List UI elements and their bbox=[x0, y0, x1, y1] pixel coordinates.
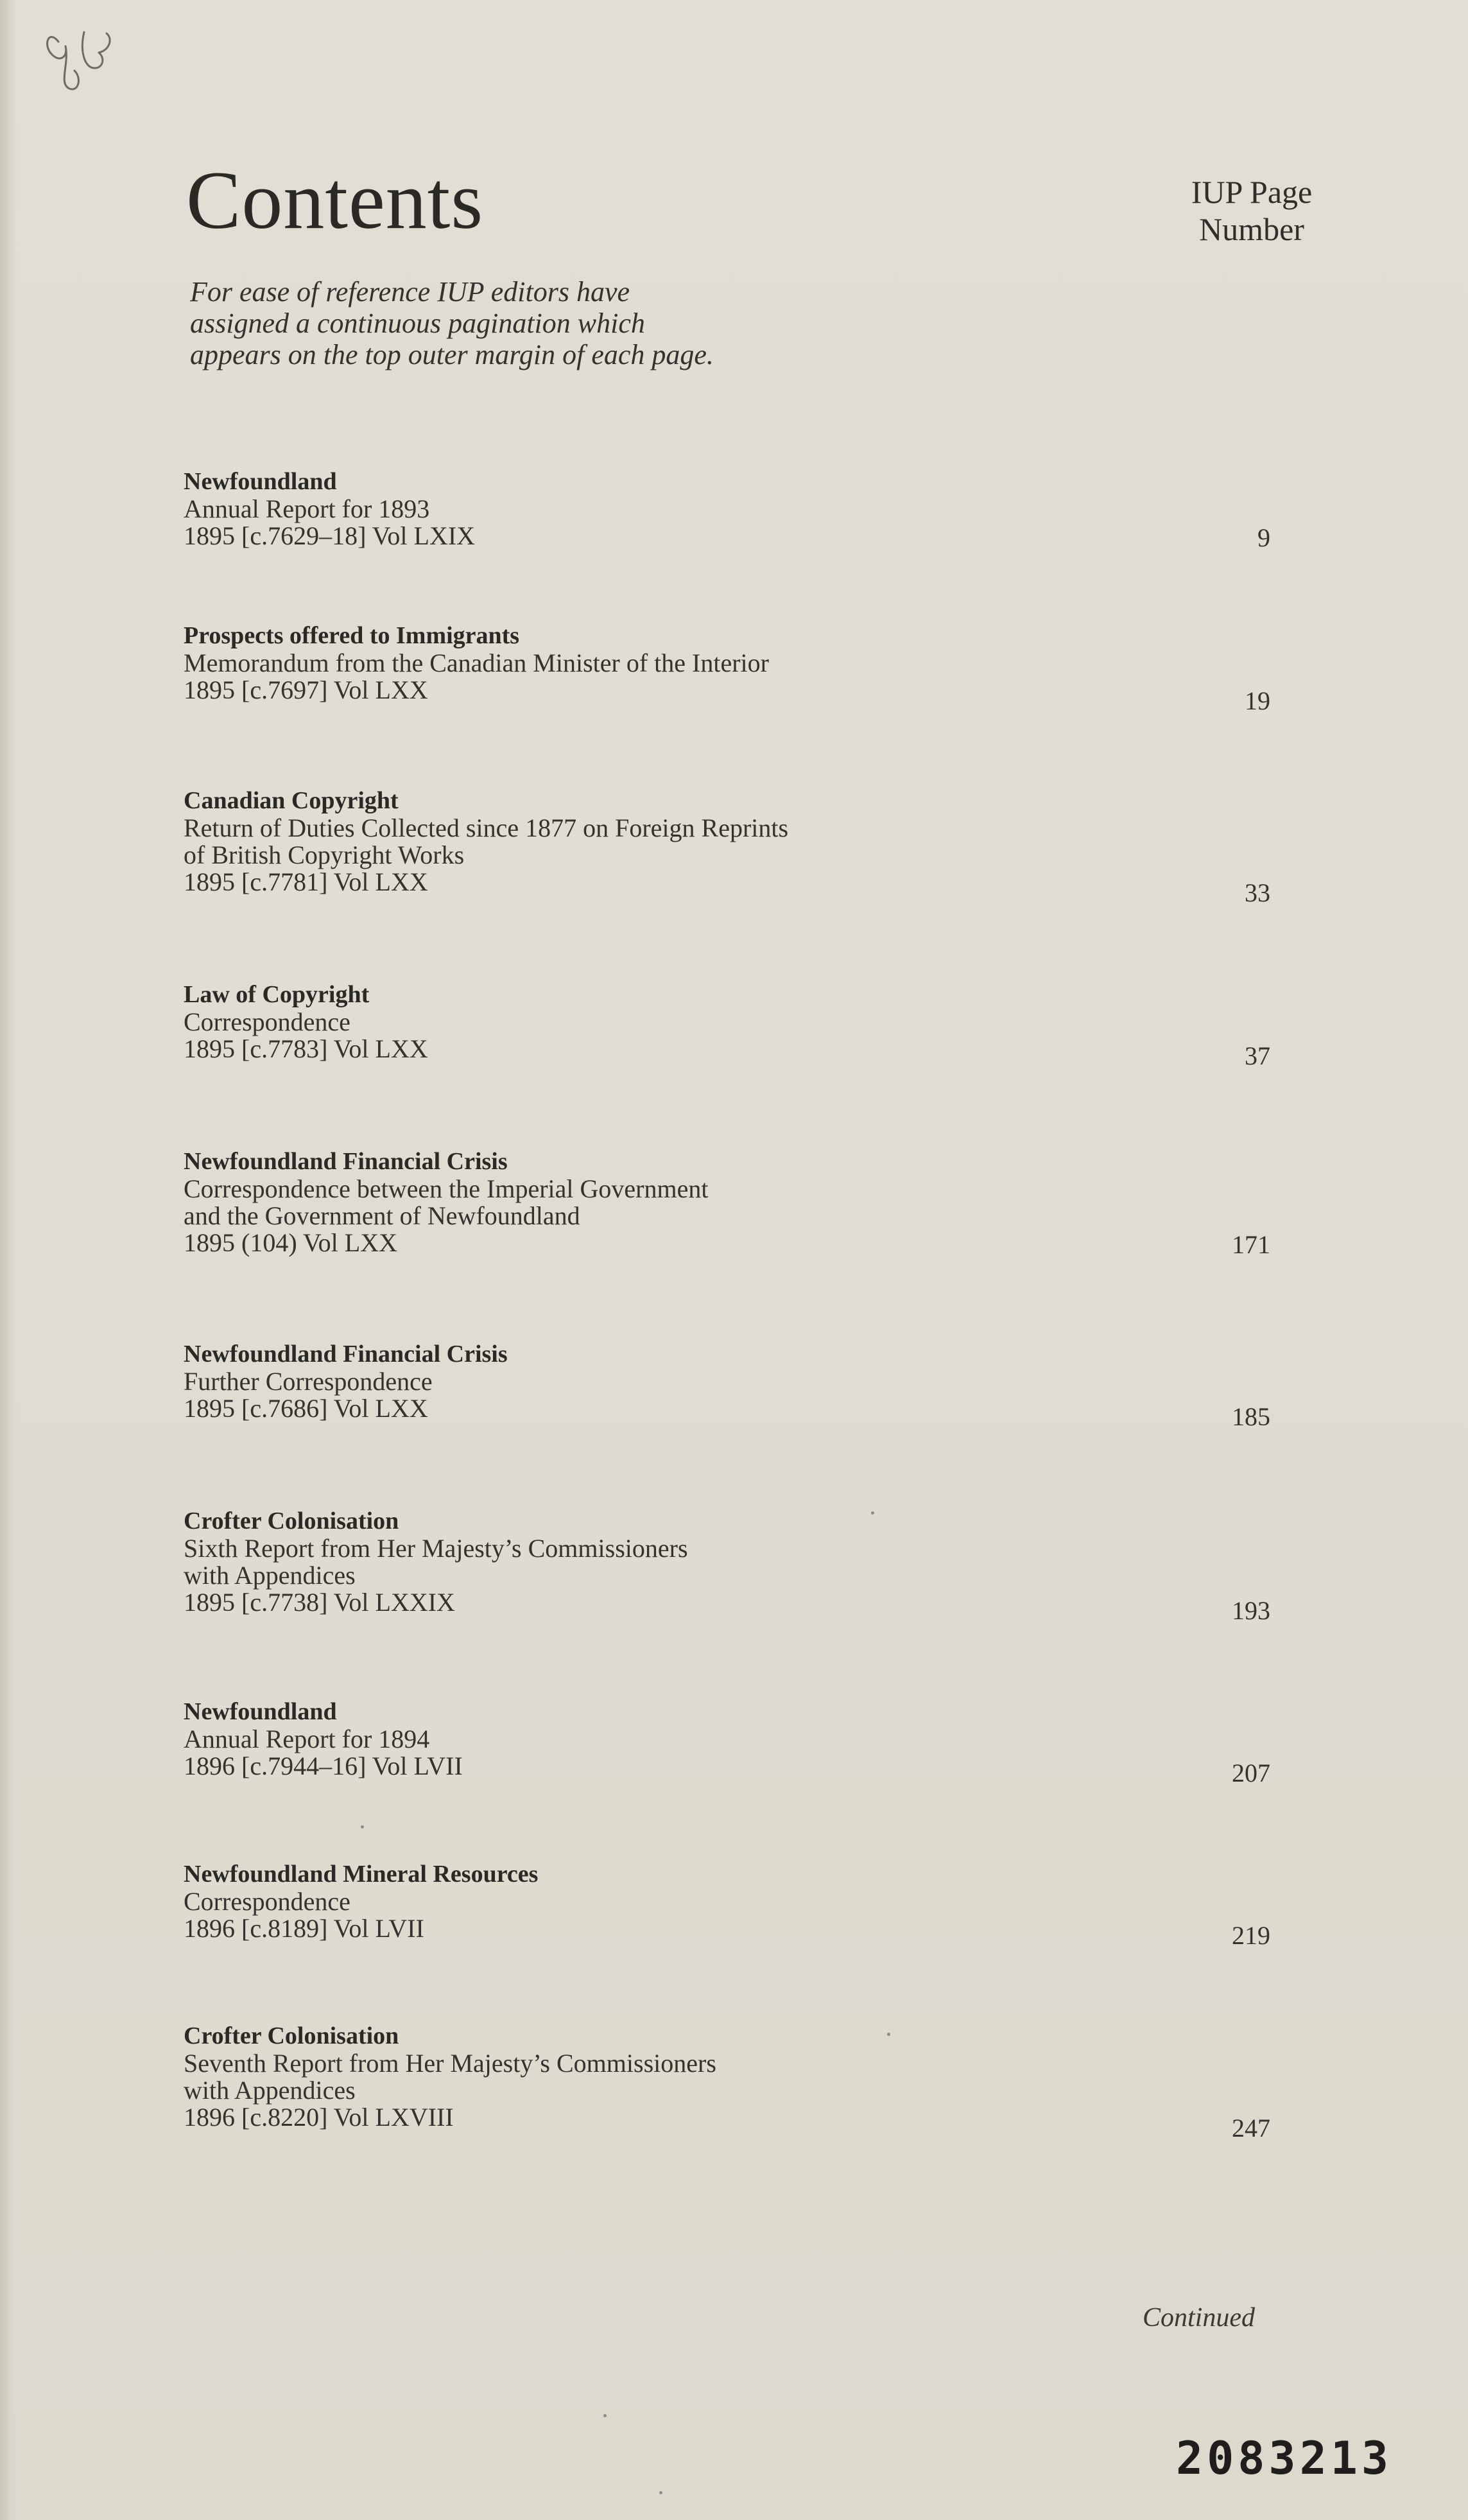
entry-line: 1895 [c.7697] Vol LXX bbox=[184, 675, 428, 704]
contents-entry bbox=[0, 1507, 1468, 1625]
entry-line: Further Correspondence bbox=[184, 1367, 433, 1396]
paper-speck bbox=[887, 2033, 890, 2036]
entry-page-number: 247 bbox=[1232, 2114, 1270, 2142]
entry-line: Correspondence between the Imperial Government bbox=[184, 1174, 709, 1203]
stamp-number: 2083213 bbox=[1176, 2432, 1393, 2485]
column-heading-line: IUP Page bbox=[1191, 174, 1313, 210]
entry-page-number: 207 bbox=[1232, 1759, 1270, 1787]
contents-entry bbox=[0, 980, 1468, 1090]
entry-details bbox=[184, 815, 788, 896]
entry-page-number: 193 bbox=[1232, 1596, 1270, 1625]
paper-speck bbox=[871, 1511, 874, 1515]
entry-page-number: 19 bbox=[1245, 686, 1270, 715]
entry-line: Correspondence bbox=[184, 1887, 350, 1916]
entry-page-number: 171 bbox=[1232, 1230, 1270, 1259]
entry-line: Annual Report for 1894 bbox=[184, 1725, 430, 1753]
entry-line: 1895 [c.7781] Vol LXX bbox=[184, 867, 428, 896]
entry-line: 1895 [c.7686] Vol LXX bbox=[184, 1394, 428, 1423]
entry-page-number: 33 bbox=[1245, 878, 1270, 907]
entry-details bbox=[184, 650, 769, 704]
entry-line: with Appendices bbox=[184, 2076, 356, 2105]
entry-details bbox=[184, 1726, 463, 1780]
column-heading-line: Number bbox=[1199, 211, 1304, 247]
entry-details bbox=[184, 496, 475, 550]
handwritten-mark-icon bbox=[23, 6, 119, 103]
entry-title: Newfoundland Mineral Resources bbox=[184, 1861, 539, 1888]
contents-entry bbox=[0, 786, 1468, 907]
page-title: Contents bbox=[186, 155, 484, 246]
contents-entry bbox=[0, 1860, 1468, 1969]
entry-details bbox=[184, 1176, 708, 1256]
entry-line: 1896 [c.8189] Vol LVII bbox=[184, 1914, 424, 1943]
continued-label: Continued bbox=[1143, 2303, 1255, 2333]
paper-speck bbox=[361, 1825, 364, 1829]
entry-line: Sixth Report from Her Majesty’s Commissioners bbox=[184, 1534, 688, 1563]
entry-title: Law of Copyright bbox=[184, 981, 370, 1008]
paper-speck bbox=[603, 2414, 607, 2417]
contents-entry bbox=[0, 1147, 1468, 1259]
contents-entry bbox=[0, 1698, 1468, 1807]
page-edge-shadow bbox=[0, 0, 17, 2520]
entry-details bbox=[184, 1009, 428, 1063]
entry-title: Crofter Colonisation bbox=[184, 2022, 399, 2049]
entry-line: of British Copyright Works bbox=[184, 840, 465, 869]
entry-line: 1895 (104) Vol LXX bbox=[184, 1228, 397, 1257]
entry-page-number: 9 bbox=[1257, 523, 1270, 552]
paper-speck bbox=[659, 2491, 662, 2494]
entry-title: Crofter Colonisation bbox=[184, 1508, 399, 1534]
entry-title: Newfoundland bbox=[184, 468, 337, 495]
contents-entry bbox=[0, 1340, 1468, 1449]
entry-line: and the Government of Newfoundland bbox=[184, 1201, 580, 1230]
entry-line: 1895 [c.7629–18] Vol LXIX bbox=[184, 521, 476, 550]
entry-details bbox=[184, 1535, 688, 1616]
entry-line: Annual Report for 1893 bbox=[184, 494, 430, 523]
entry-line: Return of Duties Collected since 1877 on Foreign Reprints bbox=[184, 813, 789, 842]
entry-details bbox=[184, 1368, 433, 1422]
column-heading bbox=[1155, 173, 1348, 248]
entry-title: Newfoundland bbox=[184, 1698, 337, 1725]
contents-entry bbox=[0, 621, 1468, 731]
entry-line: Seventh Report from Her Majesty’s Commissioners bbox=[184, 2049, 716, 2078]
entry-page-number: 37 bbox=[1245, 1041, 1270, 1070]
entry-line: with Appendices bbox=[184, 1561, 356, 1590]
entry-line: Correspondence bbox=[184, 1007, 350, 1036]
entry-page-number: 185 bbox=[1232, 1402, 1270, 1431]
entry-page-number: 219 bbox=[1232, 1921, 1270, 1950]
note-line: assigned a continuous pagination which bbox=[190, 308, 645, 339]
entry-line: 1895 [c.7783] Vol LXX bbox=[184, 1034, 428, 1063]
entry-line: 1896 [c.8220] Vol LXVIII bbox=[184, 2103, 454, 2132]
entry-line: 1896 [c.7944–16] Vol LVII bbox=[184, 1751, 463, 1780]
entry-line: Memorandum from the Canadian Minister of the Interior bbox=[184, 648, 769, 677]
entry-details bbox=[184, 2050, 716, 2131]
pagination-note bbox=[190, 276, 832, 370]
note-line: appears on the top outer margin of each page. bbox=[190, 339, 714, 370]
entry-line: 1895 [c.7738] Vol LXXIX bbox=[184, 1588, 455, 1617]
contents-entry bbox=[0, 467, 1468, 577]
contents-entry bbox=[0, 2022, 1468, 2142]
entry-details bbox=[184, 1888, 424, 1942]
entry-title: Prospects offered to Immigrants bbox=[184, 622, 520, 649]
entry-title: Canadian Copyright bbox=[184, 787, 399, 814]
note-line: For ease of reference IUP editors have bbox=[190, 276, 630, 308]
entry-title: Newfoundland Financial Crisis bbox=[184, 1341, 508, 1368]
entry-title: Newfoundland Financial Crisis bbox=[184, 1148, 508, 1175]
